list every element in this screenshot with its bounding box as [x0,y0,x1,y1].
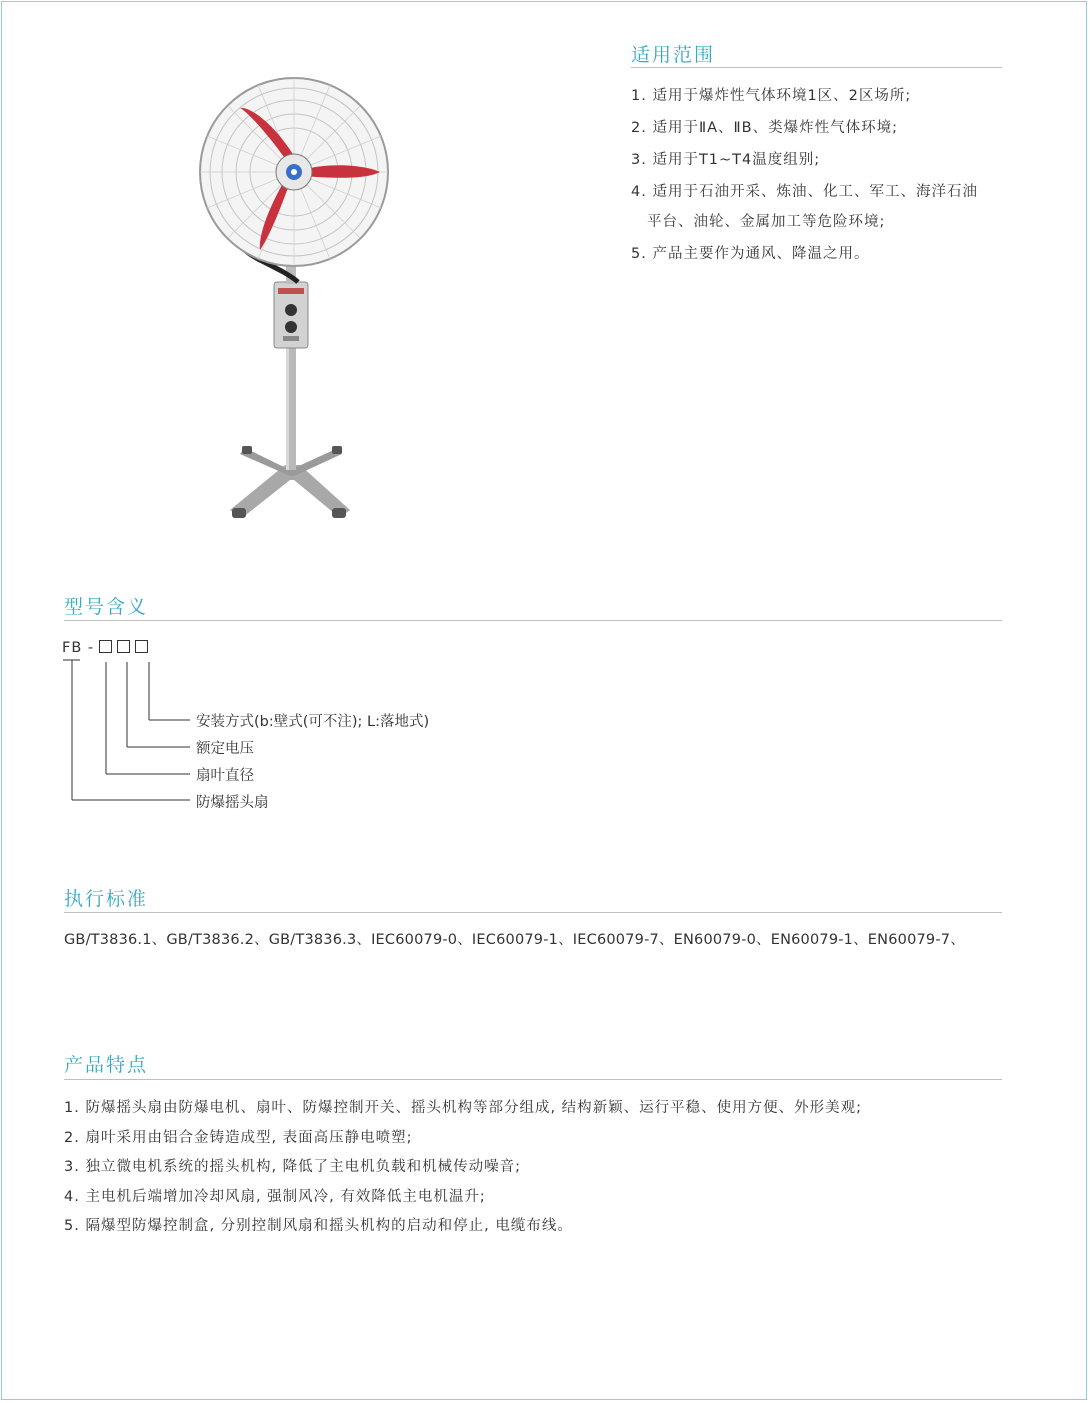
scope-item: 2. 适用于ⅡA、ⅡB、类爆炸性气体环境; [631,120,898,136]
model-code-diagram [62,640,562,820]
scope-item: 平台、油轮、金属加工等危险环境; [647,214,886,230]
model-code-prefix: FB - [62,640,95,656]
scope-item: 4. 适用于石油开采、炼油、化工、军工、海洋石油 [631,184,978,200]
features-list [64,1096,1024,1244]
scope-item: 5. 产品主要作为通风、降温之用。 [631,246,870,262]
scope-divider [631,67,1002,68]
scope-title: 适用范围 [631,44,716,66]
label-product-name: 防爆摇头扇 [196,795,269,811]
features-title: 产品特点 [64,1054,149,1076]
model-divider [64,620,1002,621]
standing-fan-image [190,70,400,534]
scope-list [631,84,1021,274]
features-divider [64,1079,1002,1080]
feature-item: 4. 主电机后端增加冷却风扇, 强制风冷, 有效降低主电机温升; [64,1188,486,1205]
model-title: 型号含义 [64,596,149,618]
scope-item: 3. 适用于T1~T4温度组别; [631,152,821,168]
standard-text: GB/T3836.1、GB/T3836.2、GB/T3836.3、IEC60079-0、IEC60079-1、IEC60079-7、EN60079-0、EN60079-1、EN60079-7、 [64,932,965,948]
scope-item: 1. 适用于爆炸性气体环境1区、2区场所; [631,88,912,104]
standard-divider [64,912,1002,913]
label-voltage: 额定电压 [196,741,254,757]
feature-item: 5. 隔爆型防爆控制盒, 分别控制风扇和摇头机构的启动和停止, 电缆布线。 [64,1218,573,1234]
model-leader-lines [62,640,202,810]
label-blade-diameter: 扇叶直径 [196,768,254,784]
feature-item: 2. 扇叶采用由铝合金铸造成型, 表面高压静电喷塑; [64,1129,413,1146]
label-install-type: 安装方式(b:壁式(可不注); L:落地式) [196,714,430,730]
feature-item: 3. 独立微电机系统的摇头机构, 降低了主电机负载和机械传动噪音; [64,1159,522,1175]
standard-title: 执行标准 [64,888,149,910]
feature-item: 1. 防爆摇头扇由防爆电机、扇叶、防爆控制开关、摇头机构等部分组成, 结构新颖、运行平稳、使用方便、外形美观; [64,1100,863,1116]
